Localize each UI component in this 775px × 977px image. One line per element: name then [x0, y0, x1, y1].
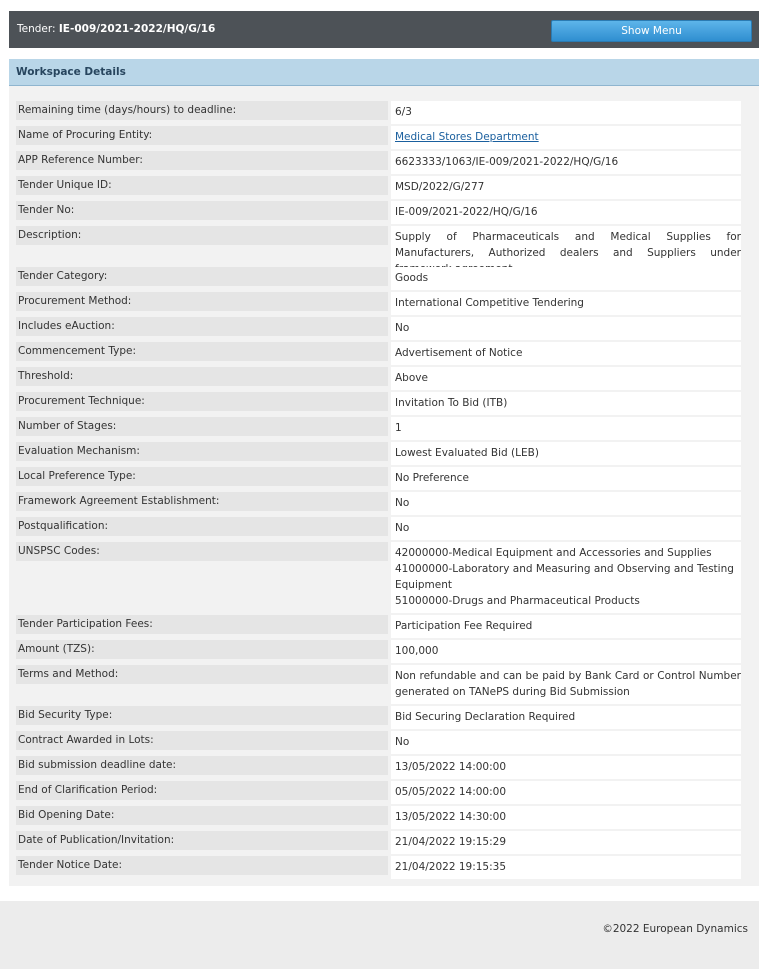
unique-id-value: MSD/2022/G/277 — [391, 176, 741, 199]
postqualification-value: No — [391, 517, 741, 540]
description-label: Description: — [16, 226, 388, 245]
show-menu-button[interactable]: Show Menu — [551, 20, 752, 42]
threshold-value: Above — [391, 367, 741, 390]
app-reference-label: APP Reference Number: — [16, 151, 388, 170]
framework-value: No — [391, 492, 741, 515]
app-reference-value: 6623333/1063/IE-009/2021-2022/HQ/G/16 — [391, 151, 741, 174]
tender-no-label: Tender No: — [16, 201, 388, 220]
unspsc-code: 42000000-Medical Equipment and Accessories and Supplies — [395, 547, 712, 559]
local-preference-value: No Preference — [391, 467, 741, 490]
bid-security-value: Bid Securing Declaration Required — [391, 706, 741, 729]
technique-label: Procurement Technique: — [16, 392, 388, 411]
category-value: Goods — [391, 267, 741, 290]
technique-value: Invitation To Bid (ITB) — [391, 392, 741, 415]
procurement-method-value: International Competitive Tendering — [391, 292, 741, 315]
eauction-value: No — [391, 317, 741, 340]
remaining-time-label: Remaining time (days/hours) to deadline: — [16, 101, 388, 120]
bid-opening-label: Bid Opening Date: — [16, 806, 388, 825]
unspsc-label: UNSPSC Codes: — [16, 542, 388, 561]
clarification-value: 05/05/2022 14:00:00 — [391, 781, 741, 804]
procuring-entity-value — [391, 126, 741, 149]
submission-deadline-label: Bid submission deadline date: — [16, 756, 388, 775]
framework-label: Framework Agreement Establishment: — [16, 492, 388, 511]
amount-label: Amount (TZS): — [16, 640, 388, 659]
procuring-entity-link[interactable]: Medical Stores Department — [395, 131, 539, 143]
evaluation-label: Evaluation Mechanism: — [16, 442, 388, 461]
unique-id-label: Tender Unique ID: — [16, 176, 388, 195]
participation-fees-value: Participation Fee Required — [391, 615, 741, 638]
postqualification-label: Postqualification: — [16, 517, 388, 536]
participation-fees-label: Tender Participation Fees: — [16, 615, 388, 634]
local-preference-label: Local Preference Type: — [16, 467, 388, 486]
remaining-time-value: 6/3 — [391, 101, 741, 124]
tender-prefix: Tender: — [17, 23, 59, 35]
procurement-method-label: Procurement Method: — [16, 292, 388, 311]
details-table — [9, 86, 759, 886]
threshold-label: Threshold: — [16, 367, 388, 386]
unspsc-code: 41000000-Laboratory and Measuring and Observing and Testing Equipment — [395, 563, 734, 591]
publication-label: Date of Publication/Invitation: — [16, 831, 388, 850]
top-bar — [9, 11, 759, 48]
notice-date-label: Tender Notice Date: — [16, 856, 388, 875]
tender-number: IE-009/2021-2022/HQ/G/16 — [58, 23, 216, 35]
unspsc-code: 51000000-Drugs and Pharmaceutical Products — [395, 595, 640, 607]
eauction-label: Includes eAuction: — [16, 317, 388, 336]
description-value: Supply of Pharmaceuticals and Medical Supplies for Manufacturers, Authorized dealers and Suppliers under — [391, 226, 741, 281]
stages-value: 1 — [391, 417, 741, 440]
commencement-label: Commencement Type: — [16, 342, 388, 361]
bid-opening-value: 13/05/2022 14:30:00 — [391, 806, 741, 829]
clarification-label: End of Clarification Period: — [16, 781, 388, 800]
category-label: Tender Category: — [16, 267, 388, 286]
panel-title: Workspace Details — [16, 66, 126, 78]
procuring-entity-label: Name of Procuring Entity: — [16, 126, 388, 145]
lots-label: Contract Awarded in Lots: — [16, 731, 388, 750]
bid-security-label: Bid Security Type: — [16, 706, 388, 725]
workspace-details-header — [9, 59, 759, 86]
footer — [0, 901, 759, 969]
copyright: ©2022 European Dynamics — [602, 923, 748, 935]
terms-value: Non refundable and can be paid by Bank Card or Control Number generated on TANePS during Bid Submission — [391, 665, 741, 704]
submission-deadline-value: 13/05/2022 14:00:00 — [391, 756, 741, 779]
tender-title — [17, 23, 215, 35]
lots-value: No — [391, 731, 741, 754]
unspsc-values — [391, 542, 741, 613]
terms-label: Terms and Method: — [16, 665, 388, 684]
commencement-value: Advertisement of Notice — [391, 342, 741, 365]
publication-value: 21/04/2022 19:15:29 — [391, 831, 741, 854]
stages-label: Number of Stages: — [16, 417, 388, 436]
tender-no-value: IE-009/2021-2022/HQ/G/16 — [391, 201, 741, 224]
evaluation-value: Lowest Evaluated Bid (LEB) — [391, 442, 741, 465]
amount-value: 100,000 — [391, 640, 741, 663]
notice-date-value: 21/04/2022 19:15:35 — [391, 856, 741, 879]
